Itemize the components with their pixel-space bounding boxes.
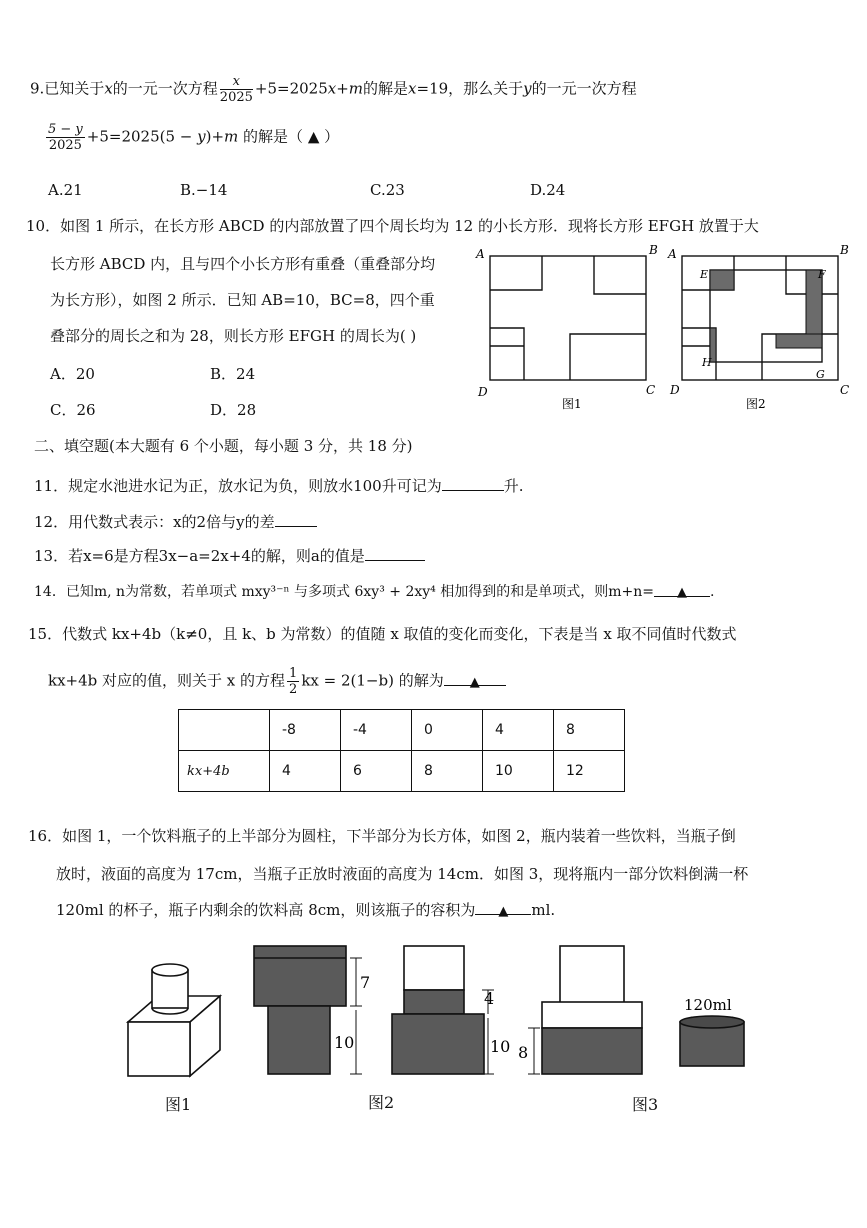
upright-cylinder-empty xyxy=(404,946,464,990)
var-y: y xyxy=(197,127,206,146)
q15-value-table xyxy=(178,709,625,792)
table-row xyxy=(179,751,625,792)
q15-blank[interactable] xyxy=(444,671,506,690)
label-e: E xyxy=(700,268,709,281)
q9-line1 xyxy=(30,74,637,105)
answer-triangle: ▲ xyxy=(676,585,687,600)
table-cell: -4 xyxy=(341,710,412,751)
table-cell: 4 xyxy=(483,710,554,751)
q15-line1: 15．代数式 kx+4b（k≠0，且 k、b 为常数）的值随 x 取值的变化而变化，下表是当 x 取不同值时代数式 xyxy=(28,625,737,643)
table-cell xyxy=(179,710,270,751)
frac-num: x xyxy=(220,74,253,90)
label-c: C xyxy=(840,383,850,397)
label-a: A xyxy=(668,247,677,261)
q14-tail: . xyxy=(709,584,715,600)
var-x: x xyxy=(408,79,417,98)
q9-text: 9.已知关于 xyxy=(30,79,105,98)
q9-text: 的一元一次方程 xyxy=(531,79,637,98)
frac-num: 1 xyxy=(289,666,298,681)
label-d: D xyxy=(478,385,488,399)
q9-line2 xyxy=(44,122,339,153)
var-x: x xyxy=(104,79,113,98)
q15-text: kx = 2(1−b) 的解为 xyxy=(301,671,444,690)
fraction xyxy=(46,122,85,153)
q10-figure-1 xyxy=(474,242,664,412)
upright-cylinder-liquid xyxy=(404,990,464,1014)
inverted-box-part xyxy=(254,946,346,1006)
q9-text: +5=2025 xyxy=(254,79,328,98)
label-10: 10 xyxy=(334,1033,355,1052)
answer-triangle: ▲ xyxy=(469,674,480,690)
q9-option-b[interactable]: B.−14 xyxy=(180,181,228,199)
q13-text: 13．若x=6是方程3x−a=2x+4的解，则a的值是 xyxy=(34,547,365,565)
table-cell: 12 xyxy=(554,751,625,792)
q12-text: 12．用代数式表示：x的2倍与y的差 xyxy=(34,513,275,531)
table-cell: 6 xyxy=(341,751,412,792)
table-row xyxy=(179,710,625,751)
table-cell: -8 xyxy=(270,710,341,751)
q16-caption-2: 图2 xyxy=(368,1093,395,1112)
frac-den: 2025 xyxy=(48,138,82,153)
q9-text: +5=2025(5 − xyxy=(86,127,198,146)
small-rect-3 xyxy=(490,328,524,380)
q16-line3 xyxy=(56,900,555,920)
label-4: 4 xyxy=(484,989,495,1008)
q10-line4: 叠部分的周长之和为 28，则长方形 EFGH 的周长为( ) xyxy=(50,327,417,345)
small-rect-1 xyxy=(490,256,542,290)
q9-text: + xyxy=(336,79,349,98)
answer-triangle: ▲ xyxy=(498,904,509,919)
q16-line2: 放时，液面的高度为 17cm，当瓶子正放时液面的高度为 14cm．如图 3，现将瓶内一部分饮料倒满一杯 xyxy=(56,865,749,883)
small-rect-4 xyxy=(570,334,646,380)
q10-option-c[interactable]: C．26 xyxy=(50,401,96,419)
table-cell: 8 xyxy=(412,751,483,792)
small-rect-2 xyxy=(594,256,646,294)
label-h: H xyxy=(702,356,712,369)
overlap-4 xyxy=(776,334,822,348)
table-cell: kx+4b xyxy=(179,751,270,792)
q11 xyxy=(34,476,524,496)
fraction xyxy=(287,666,299,697)
q10-figure-2 xyxy=(666,242,856,412)
q16-figure-3 xyxy=(514,940,764,1080)
q13-blank[interactable] xyxy=(365,546,425,561)
q9-option-d[interactable]: D.24 xyxy=(530,181,566,199)
label-8: 8 xyxy=(518,1043,529,1062)
fig1-caption: 图1 xyxy=(562,397,582,411)
q10-line3: 为长方形），如图 2 所示．已知 AB=10，BC=8，四个重 xyxy=(50,291,435,309)
q9-option-a[interactable]: A.21 xyxy=(48,181,83,199)
label-g: G xyxy=(816,368,825,381)
box-front xyxy=(128,1022,190,1076)
q9-text: )+ xyxy=(205,127,225,146)
q14-text: 14．已知m, n为常数，若单项式 mxy³⁻ⁿ 与多项式 6xy³ + 2xy⁴ 相加得到的和是单项式，则m+n= xyxy=(34,584,654,600)
table-cell: 8 xyxy=(554,710,625,751)
label-b: B xyxy=(649,243,658,257)
label-10: 10 xyxy=(490,1037,511,1056)
label-7: 7 xyxy=(360,973,371,992)
table-cell: 4 xyxy=(270,751,341,792)
q9-text: 的解是（ ▲ ） xyxy=(238,127,340,146)
q16-line1: 16．如图 1，一个饮料瓶子的上半部分为圆柱，下半部分为长方体，如图 2，瓶内装着一些饮料，当瓶子倒 xyxy=(28,827,736,845)
q15-text: kx+4b 对应的值，则关于 x 的方程 xyxy=(48,671,286,690)
cup-label: 120ml xyxy=(684,996,732,1014)
label-f: F xyxy=(818,268,826,281)
q14 xyxy=(34,582,714,602)
var-m: m xyxy=(348,79,364,98)
frac-num: 5 − y xyxy=(48,122,83,137)
q9-text: 的一元一次方程 xyxy=(112,79,218,98)
q10-line2: 长方形 ABCD 内，且与四个小长方形有重叠（重叠部分均 xyxy=(50,255,436,273)
table-cell: 0 xyxy=(412,710,483,751)
q15-line2 xyxy=(48,666,506,697)
bottle-box-liquid xyxy=(542,1028,642,1074)
q16-caption-3: 图3 xyxy=(632,1095,659,1114)
label-b: B xyxy=(840,243,849,257)
fig2-caption: 图2 xyxy=(746,397,766,411)
q9-text: 的解是 xyxy=(363,79,409,98)
q10-option-d[interactable]: D．28 xyxy=(210,401,257,419)
q10-option-a[interactable]: A．20 xyxy=(50,365,95,383)
var-x: x xyxy=(327,79,337,98)
frac-den: 2 xyxy=(289,682,298,697)
q11-text: 11．规定水池进水记为正，放水记为负，则放水100升可记为 xyxy=(34,477,442,495)
q12 xyxy=(34,512,317,532)
q11-blank[interactable] xyxy=(442,476,504,491)
overlap-1 xyxy=(710,270,734,290)
q16-blank[interactable] xyxy=(475,900,531,919)
q16-figure-2 xyxy=(246,940,529,1080)
cylinder-top xyxy=(152,964,188,976)
q16-text: 120ml 的杯子，瓶子内剩余的饮料高 8cm，则该瓶子的容积为 xyxy=(56,901,476,919)
frac-den: 2025 xyxy=(219,90,253,105)
upright-box-part xyxy=(392,1014,484,1074)
q12-blank[interactable] xyxy=(275,512,317,527)
q9-text: =19，那么关于 xyxy=(416,79,524,98)
label-c: C xyxy=(646,383,656,397)
q16-caption-1: 图1 xyxy=(165,1095,192,1114)
bottle-box-empty xyxy=(542,1002,642,1028)
rect-abcd xyxy=(490,256,646,380)
q10-option-b[interactable]: B．24 xyxy=(210,365,256,383)
inverted-cylinder-part xyxy=(268,1006,330,1074)
var-y: y xyxy=(523,79,532,98)
table-cell: 10 xyxy=(483,751,554,792)
label-d: D xyxy=(670,383,680,397)
q16-tail: ml. xyxy=(531,901,556,919)
q13 xyxy=(34,546,425,566)
section-title: 二、填空题(本大题有 6 个小题，每小题 3 分，共 18 分) xyxy=(34,437,413,455)
q16-figure-1-bottle xyxy=(120,956,250,1086)
q11-tail: 升. xyxy=(503,477,524,495)
var-m: m xyxy=(224,127,239,146)
q9-option-c[interactable]: C.23 xyxy=(370,181,405,199)
q14-blank[interactable] xyxy=(654,582,710,600)
fraction xyxy=(220,74,253,105)
q10-line1: 10．如图 1 所示，在长方形 ABCD 的内部放置了四个周长均为 12 的小长方形．现将长方形 EFGH 放置于大 xyxy=(26,217,759,235)
label-a: A xyxy=(476,247,485,261)
